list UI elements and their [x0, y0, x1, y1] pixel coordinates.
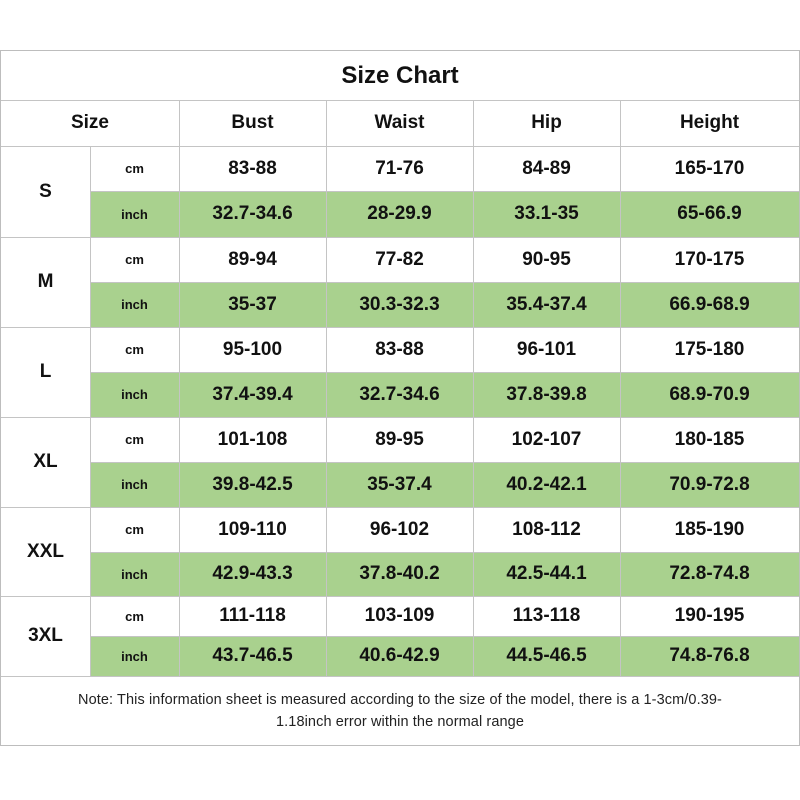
row-divider: [90, 191, 799, 192]
inch-value-height: 74.8-76.8: [669, 645, 750, 666]
cm-value-hip: 90-95: [522, 248, 571, 270]
unit-label-cm: cm: [125, 252, 144, 267]
cm-value-bust: 109-110: [218, 518, 287, 540]
cm-value-height: 190-195: [674, 605, 745, 626]
cm-value-hip: 84-89: [522, 157, 571, 179]
cm-value-bust: 95-100: [222, 338, 283, 360]
size-label-l: L: [39, 361, 52, 382]
size-label-xl: XL: [33, 451, 58, 472]
grid-line-horizontal: [1, 596, 799, 597]
header-bust: Bust: [231, 112, 274, 133]
grid-line-horizontal: [1, 100, 799, 101]
inch-value-hip: 33.1-35: [514, 203, 579, 224]
unit-label-inch: inch: [121, 297, 148, 312]
grid-line-horizontal: [1, 417, 799, 418]
footnote: [1, 676, 799, 745]
row-divider: [90, 372, 799, 373]
row-divider: [90, 636, 799, 637]
unit-label-inch: inch: [121, 387, 148, 402]
unit-label-cm: cm: [125, 432, 144, 447]
size-label-m: M: [37, 271, 54, 292]
unit-label-inch: inch: [121, 648, 148, 664]
grid-line-horizontal: [1, 327, 799, 328]
cm-value-waist: 77-82: [375, 248, 424, 270]
inch-value-hip: 40.2-42.1: [506, 473, 587, 495]
inch-value-waist: 37.8-40.2: [359, 563, 440, 584]
cm-value-bust: 83-88: [228, 157, 277, 179]
inch-value-hip: 42.5-44.1: [506, 563, 587, 584]
inch-value-bust: 39.8-42.5: [212, 473, 293, 495]
grid-line-vertical: [90, 146, 91, 676]
inch-value-waist: 30.3-32.3: [359, 293, 440, 315]
cm-value-height: 170-175: [674, 248, 745, 270]
unit-label-cm: cm: [125, 342, 144, 357]
header-waist: Waist: [374, 112, 425, 133]
grid-line-vertical: [620, 100, 621, 676]
cm-value-waist: 89-95: [375, 428, 424, 450]
cm-value-waist: 71-76: [375, 157, 424, 179]
size-label-3xl: 3XL: [28, 625, 63, 646]
header-height: Height: [679, 112, 740, 133]
unit-label-inch: inch: [121, 566, 148, 582]
unit-label-inch: inch: [121, 477, 148, 492]
grid-line-horizontal: [1, 237, 799, 238]
inch-value-hip: 35.4-37.4: [506, 293, 587, 315]
cm-value-bust: 111-118: [219, 605, 286, 626]
inch-value-bust: 42.9-43.3: [212, 563, 293, 584]
inch-value-bust: 37.4-39.4: [212, 383, 293, 405]
unit-label-cm: cm: [125, 608, 144, 624]
inch-value-hip: 37.8-39.8: [506, 383, 587, 405]
inch-value-hip: 44.5-46.5: [506, 645, 587, 666]
inch-value-bust: 35-37: [228, 293, 277, 315]
cm-value-waist: 83-88: [375, 338, 424, 360]
inch-value-bust: 32.7-34.6: [212, 203, 293, 224]
size-chart-table: [0, 50, 800, 746]
grid-line-horizontal: [1, 146, 799, 147]
cm-value-hip: 113-118: [512, 605, 581, 626]
grid-line-horizontal: [1, 676, 799, 677]
header-size: Size: [70, 112, 110, 133]
footnote-line-1: Note: This information sheet is measured according to the size of the model, there is a 1-3cm/0.39-: [78, 691, 722, 708]
inch-value-height: 66.9-68.9: [669, 293, 750, 315]
unit-label-inch: inch: [121, 206, 148, 222]
size-label-s: S: [39, 180, 52, 202]
grid-line-vertical: [473, 100, 474, 676]
inch-value-height: 65-66.9: [677, 203, 742, 224]
cm-value-waist: 96-102: [369, 518, 430, 540]
unit-label-cm: cm: [125, 522, 144, 537]
footnote-line-2: 1.18inch error within the normal range: [275, 713, 524, 730]
inch-value-bust: 43.7-46.5: [212, 645, 293, 666]
cm-value-height: 165-170: [674, 157, 745, 179]
cm-value-height: 175-180: [674, 338, 745, 360]
row-divider: [90, 552, 799, 553]
inch-value-height: 72.8-74.8: [669, 563, 750, 584]
cm-value-bust: 101-108: [217, 428, 288, 450]
cm-value-hip: 108-112: [512, 518, 581, 540]
grid-line-horizontal: [1, 507, 799, 508]
inch-value-waist: 35-37.4: [367, 473, 432, 495]
chart-title: Size Chart: [341, 61, 459, 89]
cm-value-hip: 96-101: [516, 338, 577, 360]
inch-value-waist: 32.7-34.6: [359, 383, 440, 405]
cm-value-bust: 89-94: [228, 248, 277, 270]
row-divider: [90, 462, 799, 463]
size-label-xxl: XXL: [27, 540, 64, 562]
inch-value-height: 70.9-72.8: [669, 473, 750, 495]
inch-value-waist: 28-29.9: [367, 203, 432, 224]
cm-value-height: 180-185: [674, 428, 745, 450]
row-divider: [90, 282, 799, 283]
inch-value-height: 68.9-70.9: [669, 383, 750, 405]
grid-line-vertical: [179, 100, 180, 676]
cm-value-hip: 102-107: [511, 428, 582, 450]
grid-line-vertical: [326, 100, 327, 676]
cm-value-height: 185-190: [674, 518, 745, 540]
unit-label-cm: cm: [125, 161, 144, 176]
header-hip: Hip: [531, 112, 562, 133]
cm-value-waist: 103-109: [364, 605, 435, 626]
inch-value-waist: 40.6-42.9: [359, 645, 440, 666]
